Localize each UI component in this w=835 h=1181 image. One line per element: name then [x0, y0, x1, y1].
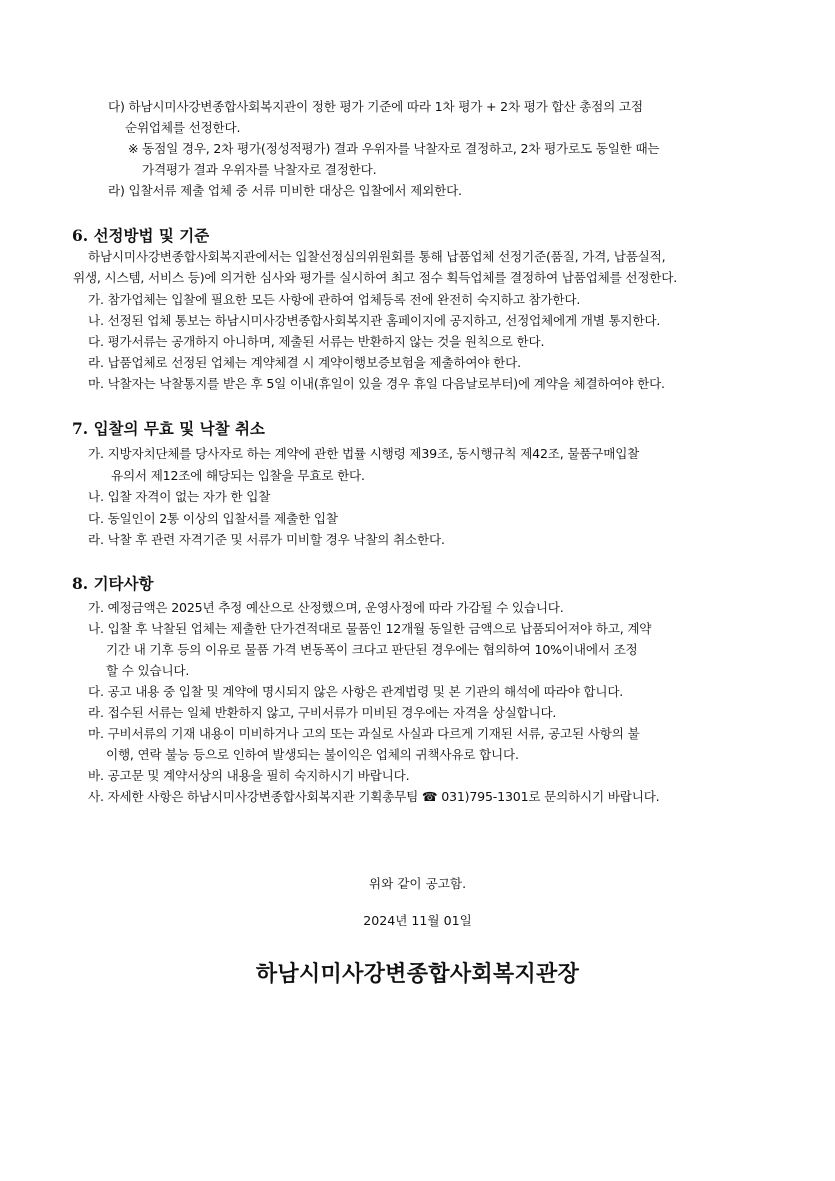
section-7-heading: 7. 입찰의 무효 및 낙찰 취소 [72, 419, 265, 438]
section-8-item-ma-continued: 이행, 연락 불능 등으로 인하여 발생되는 불이익은 업체의 귀책사유로 합니다. [106, 747, 519, 762]
tie-break-note: ※ 동점일 경우, 2차 평가(정성적평가) 결과 우위자를 낙찰자로 결정하고, 2차 평가로도 동일한 때는 [128, 141, 660, 156]
signature-title: 하남시미사강변종합사회복지관장 [255, 962, 580, 987]
section-8-item-na-continued-1: 기간 내 기후 등의 이유로 물품 가격 변동폭이 크다고 판단된 경우에는 협의하여 10%이내에서 조정 [106, 642, 638, 657]
section-8-item-ma: 마. 구비서류의 기재 내용이 미비하거나 고의 또는 과실로 사실과 다르게 기재된 서류, 공고된 사항의 불 [88, 726, 640, 741]
section-8-item-ra: 라. 접수된 서류는 일체 반환하지 않고, 구비서류가 미비된 경우에는 자격을 상실합니다. [88, 705, 557, 720]
announcement-date: 2024년 11월 01일 [363, 913, 472, 928]
section-8-item-sa: 사. 자세한 사항은 하남시미사강변종합사회복지관 기획총무팀 ☎ 031)795-1301로 문의하시기 바랍니다. [88, 789, 660, 804]
section-7-item-ga: 가. 지방자치단체를 당사자로 하는 계약에 관한 법률 시행령 제39조, 동시행규칙 제42조, 물품구매입찰 [88, 446, 640, 461]
tie-break-note-continued: 가격평가 결과 우위자를 낙찰자로 결정한다. [142, 162, 377, 177]
section-7-item-ra: 라. 낙찰 후 관련 자격기준 및 서류가 미비할 경우 낙찰의 취소한다. [88, 532, 445, 547]
section-8-item-na-continued-2: 할 수 있습니다. [106, 663, 190, 678]
section-6-item-ga: 가. 참가업체는 입찰에 필요한 모든 사항에 관하여 업체등록 전에 완전히 숙지하고 참가한다. [88, 292, 581, 307]
clause-da: 다) 하남시미사강변종합사회복지관이 정한 평가 기준에 따라 1차 평가 + 2차 평가 합산 총점의 고점 [108, 99, 643, 114]
section-8-item-ba: 바. 공고문 및 계약서상의 내용을 필히 숙지하시기 바랍니다. [88, 768, 410, 783]
section-6-item-na: 나. 선정된 업체 통보는 하남시미사강변종합사회복지관 홈페이지에 공지하고, 선정업체에게 개별 통지한다. [88, 313, 661, 328]
clause-ra: 라) 입찰서류 제출 업체 중 서류 미비한 대상은 입찰에서 제외한다. [108, 183, 462, 198]
section-8-item-da: 다. 공고 내용 중 입찰 및 계약에 명시되지 않은 사항은 관계법령 및 본 기관의 해석에 따라야 합니다. [88, 684, 624, 699]
section-6-item-ra: 라. 납품업체로 선정된 업체는 계약체결 시 계약이행보증보험을 제출하여야 한다. [88, 355, 521, 370]
section-6-paragraph-line2: 위생, 시스템, 서비스 등)에 의거한 심사와 평가를 실시하여 최고 점수 획득업체를 결정하여 납품업체를 선정한다. [73, 270, 678, 285]
section-8-item-na: 나. 입찰 후 낙찰된 업체는 제출한 단가견적대로 물품인 12개월 동일한 금액으로 납품되어져야 하고, 계약 [88, 621, 652, 636]
clause-da-continued: 순위업체를 선정한다. [125, 120, 241, 135]
section-7-item-da: 다. 동일인이 2통 이상의 입찰서를 제출한 입찰 [88, 511, 338, 526]
section-6-paragraph-line1: 하남시미사강변종합사회복지관에서는 입찰선정심의위원회를 통해 납품업체 선정기준(품질, 가격, 납품실적, [88, 249, 666, 264]
section-7-item-na: 나. 입찰 자격이 없는 자가 한 입찰 [88, 489, 271, 504]
section-8-item-ga: 가. 예정금액은 2025년 추정 예산으로 산정했으며, 운영사정에 따라 가감될 수 있습니다. [88, 600, 564, 615]
section-7-item-ga-continued: 유의서 제12조에 해당되는 입찰을 무효로 한다. [111, 468, 365, 483]
section-8-heading: 8. 기타사항 [72, 574, 154, 593]
closing-statement: 위와 같이 공고함. [368, 876, 467, 891]
section-6-item-ma: 마. 낙찰자는 낙찰통지를 받은 후 5일 이내(휴일이 있을 경우 휴일 다음날로부터)에 계약을 체결하여야 한다. [88, 376, 665, 391]
section-6-item-da: 다. 평가서류는 공개하지 아니하며, 제출된 서류는 반환하지 않는 것을 원칙으로 한다. [88, 334, 545, 349]
section-6-heading: 6. 선정방법 및 기준 [72, 226, 210, 245]
